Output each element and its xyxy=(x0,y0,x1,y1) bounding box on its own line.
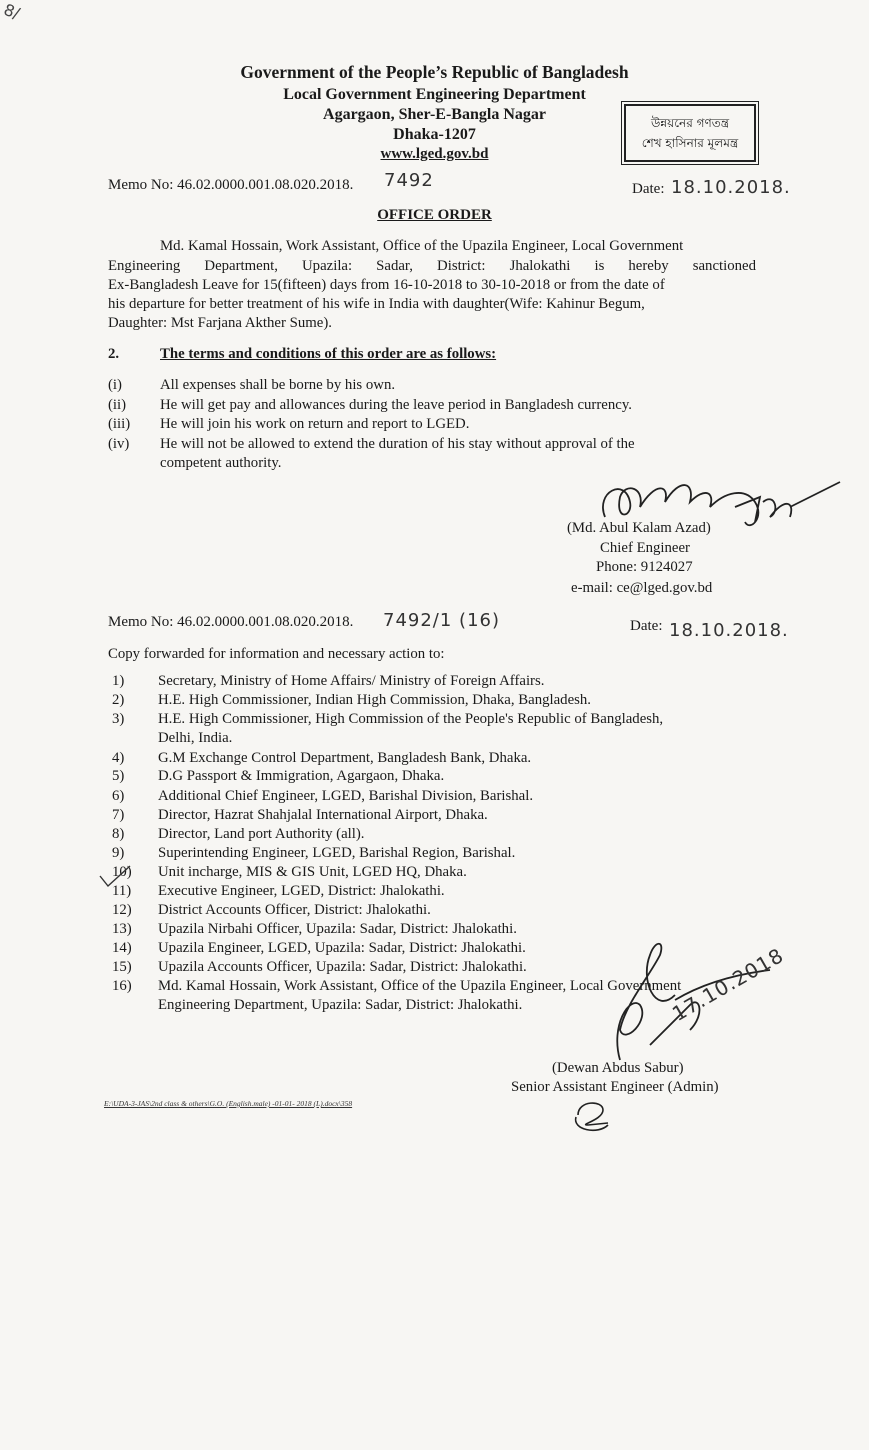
motto-line-1: উন্নয়নের গণতন্ত্র xyxy=(650,116,730,130)
condition-num: (i) xyxy=(108,377,122,393)
initials-mark xyxy=(568,1095,618,1135)
memo-2-date: 18.10.2018. xyxy=(669,620,789,641)
memo-1-label: Memo No: 46.02.0000.001.08.020.2018. xyxy=(108,177,354,193)
memo-2-number: 7492/1 (16) xyxy=(383,610,500,631)
section-2-number: 2. xyxy=(108,346,120,362)
header-government: Government of the People’s Republic of Bangladesh xyxy=(240,62,629,82)
signatory-2-designation: Senior Assistant Engineer (Admin) xyxy=(511,1079,719,1095)
recipient-num: 15) xyxy=(112,959,132,975)
memo-1-number: 7492 xyxy=(384,170,434,191)
motto-line-2: শেখ হাসিনার মূলমন্ত্র xyxy=(641,136,739,150)
signatory-2-handwritten-date: 17.10.2018 xyxy=(668,942,788,1026)
condition-num: (ii) xyxy=(108,397,127,413)
header-department: Local Government Engineering Department xyxy=(283,86,586,103)
recipient-num: 8) xyxy=(112,826,125,842)
recipient-text-continued: Engineering Department, Upazila: Sadar, District: Jhalokathi. xyxy=(158,997,523,1013)
recipient-text: Executive Engineer, LGED, District: Jhalokathi. xyxy=(158,883,445,899)
recipient-text: H.E. High Commissioner, High Commission of the People's Republic of Bangladesh, xyxy=(158,711,664,727)
header-website: www.lged.gov.bd xyxy=(380,146,489,162)
recipient-text: Additional Chief Engineer, LGED, Barishal Division, Barishal. xyxy=(158,788,534,804)
recipient-num: 11) xyxy=(112,883,132,899)
recipient-text: H.E. High Commissioner, Indian High Commission, Dhaka, Bangladesh. xyxy=(158,692,592,708)
recipient-text: Md. Kamal Hossain, Work Assistant, Office of the Upazila Engineer, Local Government xyxy=(158,978,682,994)
condition-text: He will join his work on return and report to LGED. xyxy=(160,416,470,432)
recipient-num: 5) xyxy=(112,768,125,784)
body-line-4: his departure for better treatment of his wife in India with daughter(Wife: Kahinur Begum, xyxy=(108,296,645,312)
recipient-num: 14) xyxy=(112,940,132,956)
body-line-2: Engineering Department, Upazila: Sadar, District: Jhalokathi is hereby sanctioned xyxy=(108,258,756,274)
section-2-title: The terms and conditions of this order are as follows: xyxy=(160,346,497,362)
recipient-num: 9) xyxy=(112,845,125,861)
recipient-text: Superintending Engineer, LGED, Barishal Region, Barishal. xyxy=(158,845,516,861)
recipient-num: 3) xyxy=(112,711,125,727)
signatory-2-name: (Dewan Abdus Sabur) xyxy=(552,1060,684,1076)
recipient-text: Unit incharge, MIS & GIS Unit, LGED HQ, Dhaka. xyxy=(158,864,467,880)
motto-box xyxy=(624,104,756,162)
condition-text: He will get pay and allowances during the leave period in Bangladesh currency. xyxy=(160,397,632,413)
chief-engineer-signature xyxy=(585,462,845,552)
recipient-text: D.G Passport & Immigration, Agargaon, Dhaka. xyxy=(158,768,445,784)
header-address: Agargaon, Sher-E-Bangla Nagar xyxy=(323,106,546,123)
condition-text: All expenses shall be borne by his own. xyxy=(160,377,396,393)
footer-file-path: E:\UDA-3-JAS\2nd class & others\G.O. (English.male) -01-01- 2018 (L).docx\358 xyxy=(104,1099,353,1108)
body-line-1: Md. Kamal Hossain, Work Assistant, Office of the Upazila Engineer, Local Government xyxy=(160,238,684,254)
memo-1-date-label: Date: xyxy=(632,181,665,197)
recipient-text-continued: Delhi, India. xyxy=(158,730,233,746)
signatory-1-name: (Md. Abul Kalam Azad) xyxy=(567,520,711,536)
memo-2-label: Memo No: 46.02.0000.001.08.020.2018. xyxy=(108,614,354,630)
memo-2-date-label: Date: xyxy=(630,618,663,634)
tick-mark xyxy=(96,862,136,892)
recipient-text: Director, Hazrat Shahjalal International Airport, Dhaka. xyxy=(158,807,488,823)
recipient-num: 10) xyxy=(112,864,132,880)
copy-forwarded-heading: Copy forwarded for information and necessary action to: xyxy=(108,646,445,662)
recipient-num: 6) xyxy=(112,788,125,804)
condition-text: He will not be allowed to extend the duration of his stay without approval of the xyxy=(160,436,635,452)
recipient-text: Upazila Nirbahi Officer, Upazila: Sadar, District: Jhalokathi. xyxy=(158,921,517,937)
recipient-text: District Accounts Officer, District: Jhalokathi. xyxy=(158,902,431,918)
condition-num: (iv) xyxy=(108,436,130,452)
recipient-num: 13) xyxy=(112,921,132,937)
signatory-1-phone: Phone: 9124027 xyxy=(596,559,693,575)
body-line-5: Daughter: Mst Farjana Akther Sume). xyxy=(108,315,332,331)
condition-text-continued: competent authority. xyxy=(160,455,282,471)
recipient-num: 1) xyxy=(112,673,125,689)
recipient-num: 2) xyxy=(112,692,125,708)
recipient-num: 12) xyxy=(112,902,132,918)
recipient-num: 4) xyxy=(112,750,125,766)
header-city: Dhaka-1207 xyxy=(393,126,476,143)
corner-handwritten-mark: 8/ xyxy=(1,0,23,24)
recipient-text: Director, Land port Authority (all). xyxy=(158,826,365,842)
recipient-num: 7) xyxy=(112,807,125,823)
recipient-text: Upazila Engineer, LGED, Upazila: Sadar, District: Jhalokathi. xyxy=(158,940,526,956)
signatory-1-designation: Chief Engineer xyxy=(600,540,690,556)
office-order-title: OFFICE ORDER xyxy=(377,207,492,223)
recipient-text: Upazila Accounts Officer, Upazila: Sadar, District: Jhalokathi. xyxy=(158,959,527,975)
body-line-3: Ex-Bangladesh Leave for 15(fifteen) days from 16-10-2018 to 30-10-2018 or from the date of xyxy=(108,277,665,293)
signatory-1-email: e-mail: ce@lged.gov.bd xyxy=(571,580,713,596)
memo-1-date: 18.10.2018. xyxy=(671,177,791,198)
condition-num: (iii) xyxy=(108,416,131,432)
recipient-text: Secretary, Ministry of Home Affairs/ Ministry of Foreign Affairs. xyxy=(158,673,545,689)
recipient-num: 16) xyxy=(112,978,132,994)
recipient-text: G.M Exchange Control Department, Bangladesh Bank, Dhaka. xyxy=(158,750,532,766)
